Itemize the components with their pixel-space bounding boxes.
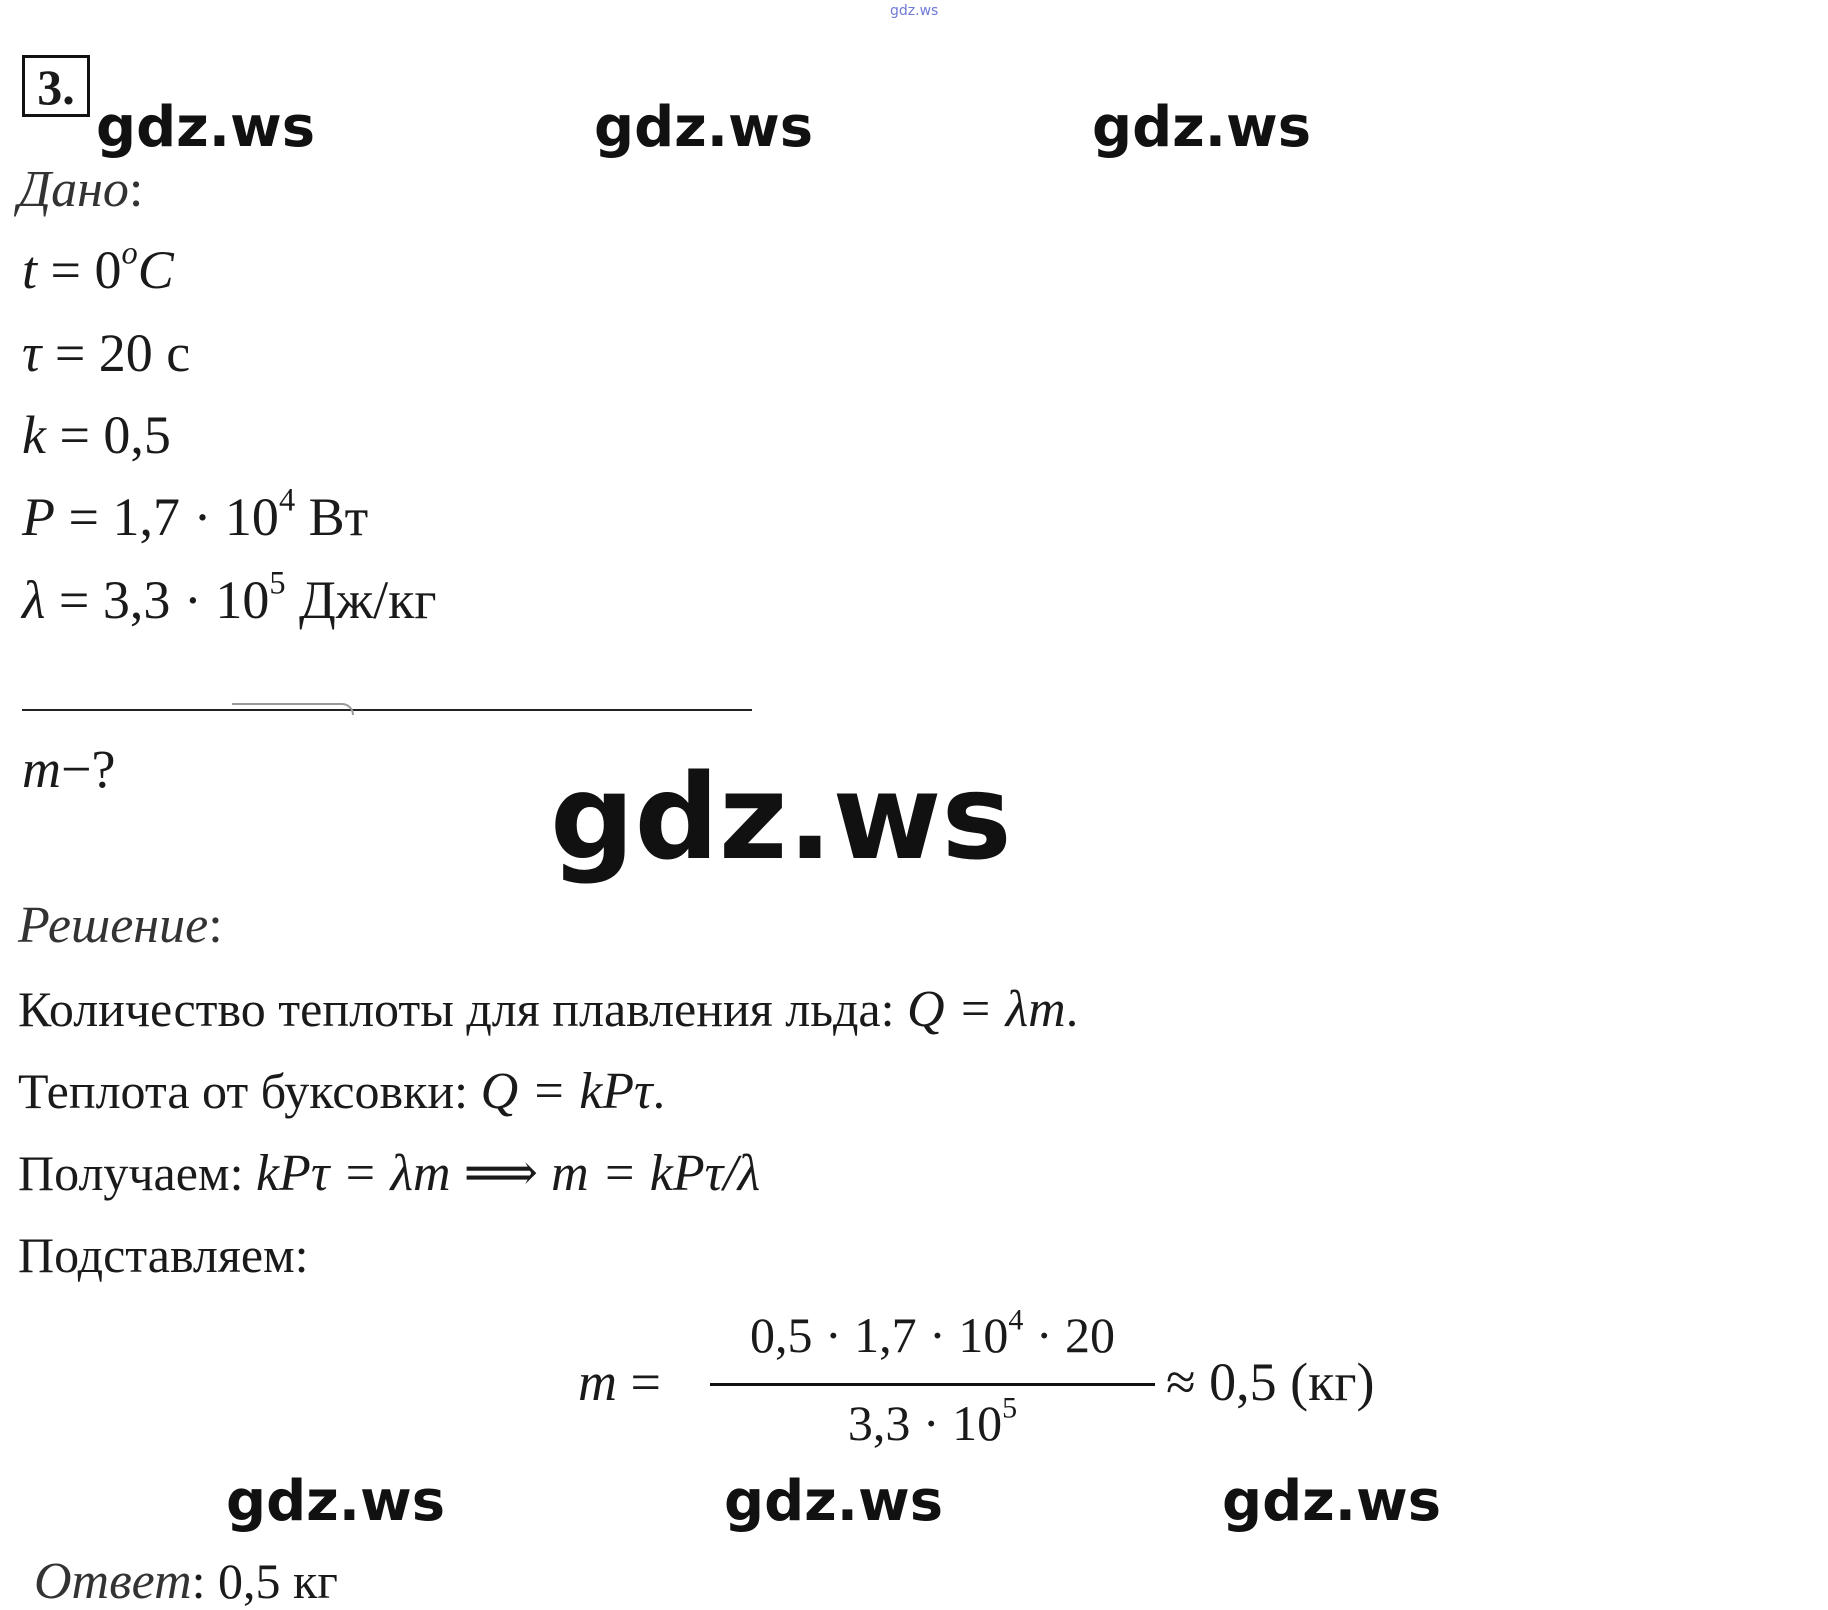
line1-text: Количество теплоты для плавления льда: <box>18 981 908 1037</box>
line3-formula: kPτ = λm ⟹ m = kPτ/λ <box>255 1145 761 1202</box>
watermark-bottom-3: gdz.ws <box>1222 1469 1442 1534</box>
equation-lhs-symbol: m <box>578 1352 617 1412</box>
given-item-coefficient <box>22 405 171 465</box>
line2-text: Теплота от буксовки: <box>18 1063 481 1119</box>
problem-number: 3. <box>22 55 90 117</box>
numerator-tail: · 20 <box>1023 1307 1115 1363</box>
solution-line-1 <box>18 981 1079 1038</box>
watermark-top-3: gdz.ws <box>1092 95 1312 160</box>
degree-mark: o <box>121 235 138 272</box>
solution-line-3 <box>18 1145 761 1202</box>
fraction-numerator <box>710 1303 1155 1363</box>
unit-watt: Вт <box>295 487 369 547</box>
exponent-p: 4 <box>278 482 296 519</box>
fraction-bar <box>710 1383 1155 1386</box>
watermark-top-2: gdz.ws <box>594 95 814 160</box>
symbol-k: k <box>22 405 46 465</box>
solution-header-label: Решение <box>18 897 209 954</box>
given-item-latent-heat <box>22 565 437 630</box>
value-tau: = 20 с <box>41 323 191 383</box>
watermark-bottom-1: gdz.ws <box>226 1469 446 1534</box>
symbol-tau: τ <box>22 323 42 383</box>
watermark-top-tiny: gdz.ws <box>890 3 939 19</box>
denominator-main: 3,3 · 10 <box>847 1395 1003 1451</box>
given-item-temperature <box>22 235 174 300</box>
given-header <box>18 161 144 218</box>
solution-header-colon: : <box>208 897 223 954</box>
line2-formula: Q = kPτ <box>480 1063 653 1120</box>
given-item-power <box>22 482 369 547</box>
line1-formula: Q = λm <box>907 981 1066 1038</box>
value-p: = 1,7 · 10 <box>55 487 279 547</box>
solution-line-4: Подставляем: <box>18 1227 309 1283</box>
equation-result: ≈ 0,5 (кг) <box>1166 1352 1375 1412</box>
given-divider <box>22 709 752 711</box>
exponent-lambda: 5 <box>269 565 286 602</box>
find-line <box>22 739 116 799</box>
watermark-top-1: gdz.ws <box>96 95 316 160</box>
find-symbol: m <box>22 739 61 799</box>
watermark-bottom-2: gdz.ws <box>724 1469 944 1534</box>
answer-label: Ответ <box>34 1553 192 1610</box>
numerator-main: 0,5 · 1,7 · 10 <box>750 1307 1009 1363</box>
unit-celsius: C <box>137 240 174 300</box>
value-t: = 0 <box>37 240 122 300</box>
solution-line-2 <box>18 1063 666 1120</box>
given-header-colon: : <box>128 161 144 218</box>
numerator-exponent: 4 <box>1008 1303 1024 1337</box>
symbol-p: P <box>22 487 55 547</box>
answer-line <box>34 1553 338 1610</box>
equation-lhs-eq: = <box>617 1352 661 1412</box>
value-k: = 0,5 <box>45 405 171 465</box>
symbol-t: t <box>22 240 38 300</box>
denominator-exponent: 5 <box>1002 1391 1018 1425</box>
symbol-lambda: λ <box>22 570 46 630</box>
line3-text: Получаем: <box>18 1145 256 1201</box>
unit-j-per-kg: Дж/кг <box>285 570 437 630</box>
line2-end: . <box>652 1063 666 1119</box>
watermark-center: gdz.ws <box>550 748 1012 886</box>
line1-end: . <box>1065 981 1079 1037</box>
fraction-denominator <box>710 1391 1155 1451</box>
value-lambda: = 3,3 · 10 <box>45 570 270 630</box>
given-header-label: Дано <box>18 161 129 218</box>
given-item-time <box>22 323 191 383</box>
answer-colon: : <box>191 1553 206 1609</box>
find-question: −? <box>61 739 116 799</box>
answer-value: 0,5 кг <box>205 1553 338 1609</box>
equation-lhs <box>578 1352 661 1412</box>
solution-header <box>18 897 223 954</box>
divider-mark <box>232 703 354 715</box>
